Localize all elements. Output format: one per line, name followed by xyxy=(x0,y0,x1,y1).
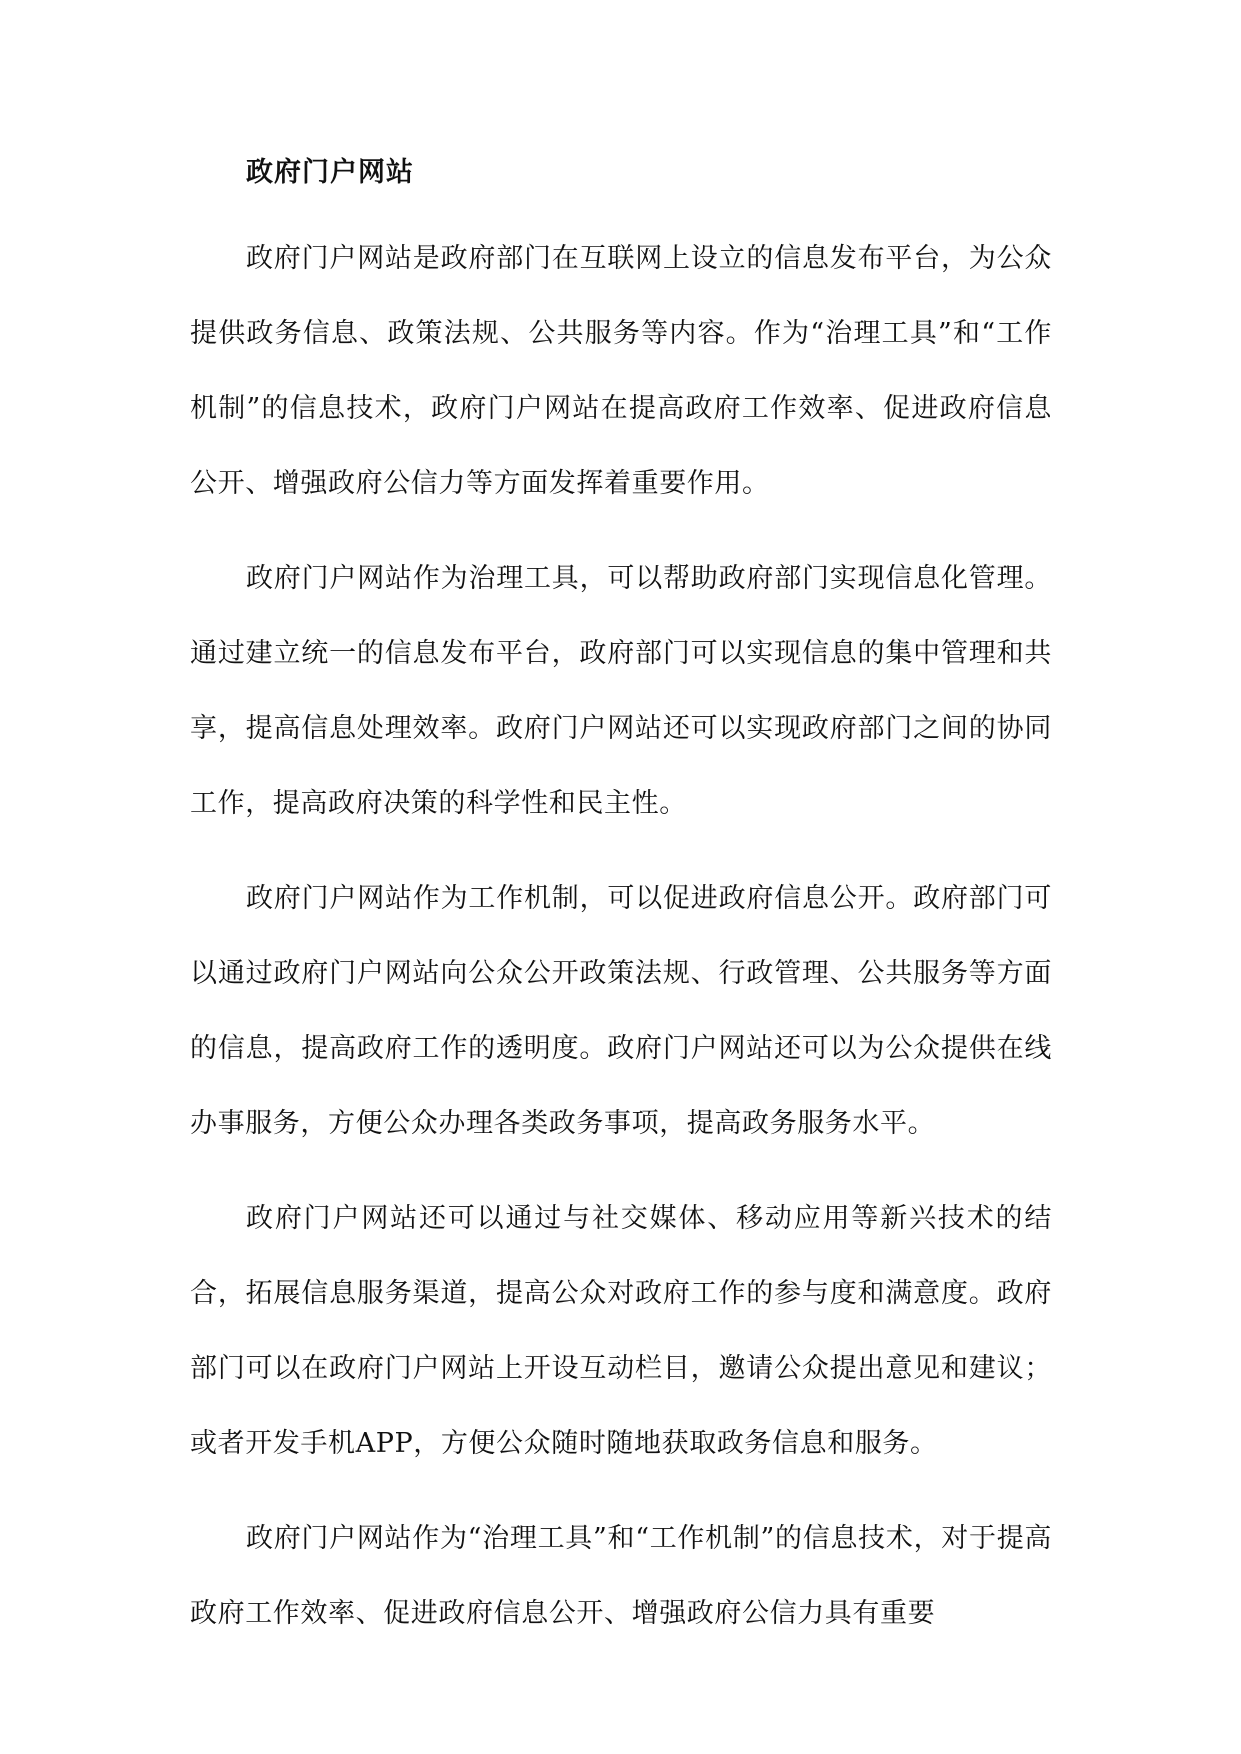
paragraph-5: 政府门户网站作为“治理工具”和“工作机制”的信息技术，对于提高政府工作效率、促进政府信息公开、增强政府公信力具有重要 xyxy=(190,1523,1052,1629)
paragraph-1: 政府门户网站是政府部门在互联网上设立的信息发布平台，为公众提供政务信息、政策法规、公共服务等内容。作为“治理工具”和“工作机制”的信息技术，政府门户网站在提高政府工作效率、促进政府信息公开、增强政府公信力等方面发挥着重要作用。 xyxy=(190,243,1052,499)
paragraph-4: 政府门户网站还可以通过与社交媒体、移动应用等新兴技术的结合，拓展信息服务渠道，提高公众对政府工作的参与度和满意度。政府部门可以在政府门户网站上开设互动栏目，邀请公众提出意见和建议；或者开发手机APP，方便公众随时随地获取政务信息和服务。 xyxy=(190,1203,1052,1459)
document-body xyxy=(190,145,1052,1651)
document-title: 政府门户网站 xyxy=(246,157,414,188)
paragraph-2: 政府门户网站作为治理工具，可以帮助政府部门实现信息化管理。通过建立统一的信息发布平台，政府部门可以实现信息的集中管理和共享，提高信息处理效率。政府门户网站还可以实现政府部门之间的协同工作，提高政府决策的科学性和民主性。 xyxy=(190,563,1052,819)
paragraph-3: 政府门户网站作为工作机制，可以促进政府信息公开。政府部门可以通过政府门户网站向公众公开政策法规、行政管理、公共服务等方面的信息，提高政府工作的透明度。政府门户网站还可以为公众提供在线办事服务，方便公众办理各类政务事项，提高政务服务水平。 xyxy=(190,883,1052,1139)
